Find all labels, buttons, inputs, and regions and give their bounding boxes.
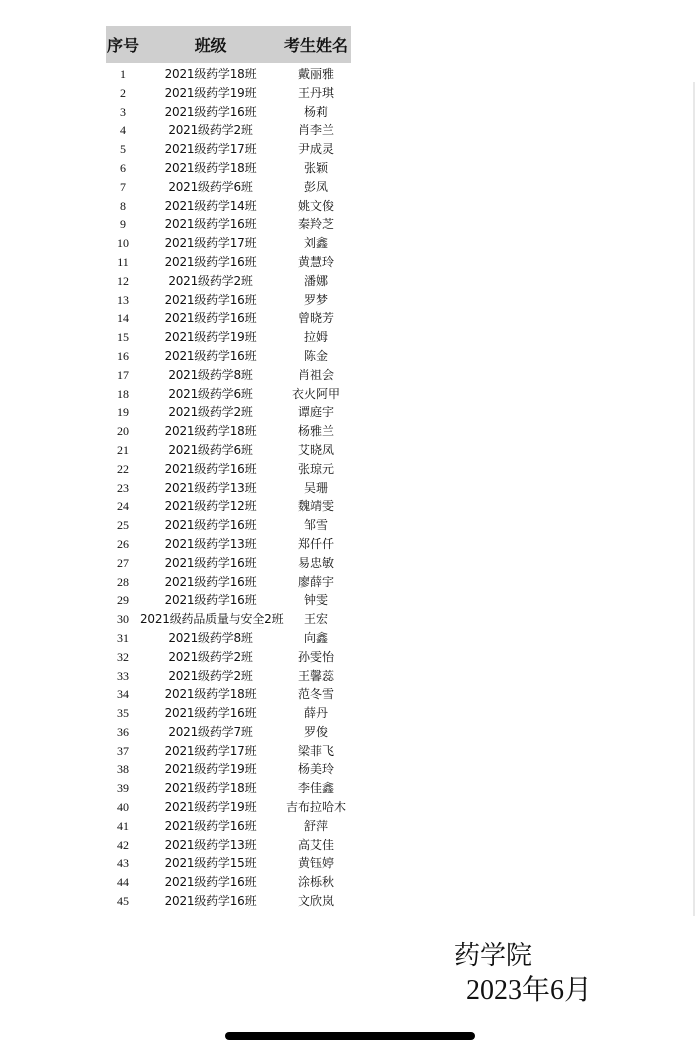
row-number: 28 <box>117 574 129 589</box>
row-class: 2021级药学17班 <box>164 236 257 251</box>
row-student-name: 衣火阿甲 <box>291 386 340 401</box>
row-student-name: 刘鑫 <box>303 236 328 251</box>
row-class: 2021级药学18班 <box>164 781 257 796</box>
table-row <box>106 610 351 629</box>
table-row <box>106 723 351 742</box>
row-number: 11 <box>117 254 129 269</box>
row-student-name: 谭庭宇 <box>297 405 334 420</box>
table-body <box>106 63 351 911</box>
row-class: 2021级药学16班 <box>164 894 257 909</box>
row-number: 9 <box>120 217 126 232</box>
row-number: 38 <box>117 762 129 777</box>
table-row <box>106 667 351 686</box>
row-student-name: 黄钰婷 <box>297 856 334 871</box>
table-row <box>106 234 351 253</box>
table-row <box>106 422 351 441</box>
row-class: 2021级药学18班 <box>164 67 257 81</box>
row-student-name: 王馨蕊 <box>297 668 334 683</box>
row-class: 2021级药学19班 <box>164 85 257 100</box>
row-student-name: 尹成灵 <box>297 142 334 157</box>
row-number: 23 <box>117 480 129 495</box>
table-row <box>106 366 351 385</box>
row-number: 35 <box>117 706 129 721</box>
table-row <box>106 121 351 140</box>
row-class: 2021级药学16班 <box>164 706 257 721</box>
footer-organization: 药学院 <box>454 941 533 971</box>
row-number: 13 <box>117 292 129 307</box>
row-class: 2021级药学13班 <box>164 837 257 852</box>
table-row <box>106 685 351 704</box>
row-number: 39 <box>117 781 129 796</box>
row-student-name: 王丹琪 <box>297 85 334 100</box>
row-class: 2021级药学18班 <box>164 424 257 439</box>
row-class: 2021级药学16班 <box>164 311 257 326</box>
table-row <box>106 253 351 272</box>
row-number: 12 <box>117 273 129 288</box>
row-number: 1 <box>120 67 126 81</box>
row-class: 2021级药学19班 <box>164 800 257 815</box>
row-number: 18 <box>117 386 129 401</box>
row-class: 2021级药学16班 <box>164 818 257 833</box>
row-student-name: 魏靖雯 <box>297 499 334 514</box>
row-student-name: 涂栎秋 <box>297 875 334 890</box>
row-number: 34 <box>117 687 129 702</box>
row-class: 2021级药学2班 <box>168 273 253 288</box>
table-row <box>106 497 351 516</box>
row-student-name: 邹雪 <box>303 518 328 533</box>
row-class: 2021级药学6班 <box>168 386 253 401</box>
row-student-name: 王宏 <box>303 612 328 627</box>
column-header-name: 考生姓名 <box>281 26 351 63</box>
row-class: 2021级药学16班 <box>164 348 257 363</box>
row-number: 7 <box>120 179 126 194</box>
row-number: 16 <box>117 348 129 363</box>
row-class: 2021级药学13班 <box>164 536 257 551</box>
row-number: 41 <box>117 818 129 833</box>
table-row <box>106 197 351 216</box>
table-header-row <box>106 26 351 63</box>
row-student-name: 孙雯怡 <box>297 649 334 664</box>
row-student-name: 杨美玲 <box>297 762 334 777</box>
row-number: 29 <box>117 593 129 608</box>
row-student-name: 秦羚芝 <box>297 217 334 232</box>
row-number: 27 <box>117 555 129 570</box>
row-student-name: 吴珊 <box>303 480 328 495</box>
row-student-name: 吉布拉哈木 <box>285 800 346 815</box>
row-number: 30 <box>117 612 129 627</box>
row-class: 2021级药品质量与安全2班 <box>140 612 284 627</box>
row-number: 33 <box>117 668 129 683</box>
row-student-name: 张颖 <box>303 160 328 175</box>
row-class: 2021级药学16班 <box>164 104 257 119</box>
row-number: 44 <box>117 875 129 890</box>
row-student-name: 拉姆 <box>303 330 328 345</box>
table-row <box>106 892 351 911</box>
row-number: 31 <box>117 630 129 645</box>
scrollbar-track[interactable] <box>693 82 695 916</box>
row-number: 19 <box>117 405 129 420</box>
table-row <box>106 328 351 347</box>
table-row <box>106 516 351 535</box>
row-student-name: 张琼元 <box>297 461 334 476</box>
row-class: 2021级药学2班 <box>168 649 253 664</box>
table-row <box>106 140 351 159</box>
row-student-name: 姚文俊 <box>297 198 334 213</box>
row-student-name: 肖祖会 <box>297 367 334 382</box>
row-class: 2021级药学7班 <box>168 724 253 739</box>
table-row <box>106 460 351 479</box>
row-class: 2021级药学6班 <box>168 442 253 457</box>
table-row <box>106 854 351 873</box>
table-row <box>106 591 351 610</box>
table-row <box>106 291 351 310</box>
row-number: 36 <box>117 724 129 739</box>
row-student-name: 高艾佳 <box>297 837 334 852</box>
row-class: 2021级药学18班 <box>164 687 257 702</box>
home-indicator[interactable] <box>225 1032 475 1040</box>
row-student-name: 杨莉 <box>303 104 328 119</box>
row-class: 2021级药学2班 <box>168 123 253 138</box>
row-class: 2021级药学16班 <box>164 292 257 307</box>
table-row <box>106 272 351 291</box>
row-number: 32 <box>117 649 129 664</box>
table-row <box>106 629 351 648</box>
row-number: 10 <box>117 236 129 251</box>
row-class: 2021级药学19班 <box>164 762 257 777</box>
table-row <box>106 554 351 573</box>
row-student-name: 向鑫 <box>303 630 328 645</box>
row-class: 2021级药学19班 <box>164 330 257 345</box>
row-number: 42 <box>117 837 129 852</box>
table-header <box>106 26 351 63</box>
row-class: 2021级药学16班 <box>164 574 257 589</box>
row-class: 2021级药学16班 <box>164 461 257 476</box>
row-class: 2021级药学14班 <box>164 198 257 213</box>
row-number: 20 <box>117 424 129 439</box>
row-number: 25 <box>117 518 129 533</box>
row-student-name: 郑仟仟 <box>297 536 334 551</box>
row-student-name: 彭凤 <box>303 179 328 194</box>
table-row <box>106 159 351 178</box>
table-row <box>106 573 351 592</box>
footer-date: 2023年6月 <box>466 975 593 1006</box>
table-row <box>106 817 351 836</box>
row-student-name: 陈金 <box>303 348 328 363</box>
table-row <box>106 798 351 817</box>
row-student-name: 罗梦 <box>303 292 328 307</box>
row-class: 2021级药学8班 <box>168 630 253 645</box>
table-row <box>106 760 351 779</box>
table-row <box>106 347 351 366</box>
row-student-name: 罗俊 <box>303 724 328 739</box>
row-number: 6 <box>120 160 126 175</box>
row-student-name: 肖李兰 <box>297 123 334 138</box>
row-number: 15 <box>117 330 129 345</box>
table-row <box>106 704 351 723</box>
row-student-name: 薛丹 <box>303 706 328 721</box>
row-number: 22 <box>117 461 129 476</box>
row-number: 45 <box>117 894 129 909</box>
row-number: 4 <box>120 123 126 138</box>
table-row <box>106 103 351 122</box>
row-number: 26 <box>117 536 129 551</box>
row-student-name: 梁菲飞 <box>297 743 334 758</box>
row-class: 2021级药学16班 <box>164 555 257 570</box>
row-class: 2021级药学2班 <box>168 405 253 420</box>
row-student-name: 杨雅兰 <box>297 424 334 439</box>
table-row <box>106 403 351 422</box>
row-number: 17 <box>117 367 129 382</box>
table-row <box>106 873 351 892</box>
column-header-class: 班级 <box>140 26 281 63</box>
row-number: 5 <box>120 142 126 157</box>
row-student-name: 艾晓凤 <box>297 442 334 457</box>
table-row <box>106 63 351 84</box>
row-class: 2021级药学17班 <box>164 142 257 157</box>
table-row <box>106 836 351 855</box>
row-number: 37 <box>117 743 129 758</box>
student-list-table <box>106 26 351 911</box>
table-row <box>106 441 351 460</box>
row-number: 24 <box>117 499 129 514</box>
row-number: 40 <box>117 800 129 815</box>
table-row <box>106 215 351 234</box>
row-class: 2021级药学18班 <box>164 160 257 175</box>
table-row <box>106 385 351 404</box>
row-class: 2021级药学16班 <box>164 875 257 890</box>
row-student-name: 黄慧玲 <box>297 254 334 269</box>
column-header-no: 序号 <box>106 26 140 63</box>
row-class: 2021级药学8班 <box>168 367 253 382</box>
row-student-name: 戴丽雅 <box>297 67 334 81</box>
table-row <box>106 309 351 328</box>
row-student-name: 曾晓芳 <box>297 311 334 326</box>
row-class: 2021级药学13班 <box>164 480 257 495</box>
row-class: 2021级药学12班 <box>164 499 257 514</box>
table-row <box>106 178 351 197</box>
row-student-name: 范冬雪 <box>297 687 334 702</box>
row-number: 14 <box>117 311 129 326</box>
row-class: 2021级药学17班 <box>164 743 257 758</box>
row-number: 43 <box>117 856 129 871</box>
table-row <box>106 535 351 554</box>
row-class: 2021级药学16班 <box>164 518 257 533</box>
row-class: 2021级药学2班 <box>168 668 253 683</box>
row-class: 2021级药学16班 <box>164 254 257 269</box>
row-student-name: 文欣岚 <box>297 894 334 909</box>
row-student-name: 舒萍 <box>303 818 328 833</box>
row-class: 2021级药学15班 <box>164 856 257 871</box>
row-number: 21 <box>117 442 129 457</box>
row-number: 2 <box>120 85 126 100</box>
row-number: 8 <box>120 198 126 213</box>
table-row <box>106 84 351 103</box>
row-student-name: 廖薛宇 <box>297 574 334 589</box>
row-class: 2021级药学16班 <box>164 217 257 232</box>
row-student-name: 李佳鑫 <box>297 781 334 796</box>
table-row <box>106 479 351 498</box>
row-student-name: 易忠敏 <box>297 555 334 570</box>
row-student-name: 潘娜 <box>303 273 328 288</box>
table-row <box>106 742 351 761</box>
row-class: 2021级药学6班 <box>168 179 253 194</box>
table-row <box>106 648 351 667</box>
table-row <box>106 779 351 798</box>
row-class: 2021级药学16班 <box>164 593 257 608</box>
row-number: 3 <box>120 104 126 119</box>
row-student-name: 钟雯 <box>303 593 328 608</box>
